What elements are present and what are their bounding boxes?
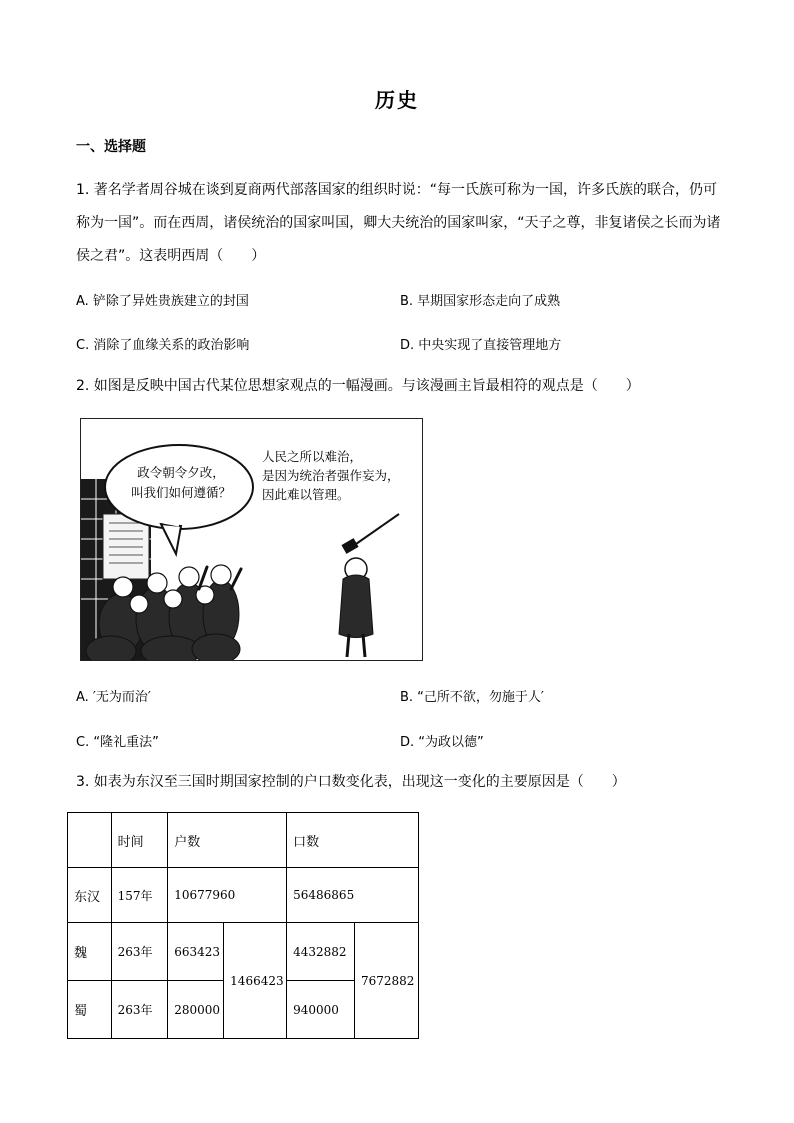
q2-option-a[interactable]: A. ′无为而治′ — [76, 690, 151, 705]
question-1 — [76, 174, 726, 273]
section-heading: 一、选择题 — [76, 139, 146, 155]
table-header-row — [68, 813, 419, 868]
population-total: 7672882 — [355, 923, 419, 1039]
row-year: 157年 — [111, 868, 168, 923]
header-households: 户数 — [168, 813, 287, 868]
question-1-line-2: 称为一国”。而在西周，诸侯统治的国家叫国，卿大夫统治的国家叫家，“天子之尊，非复诸侯之长而为诸 — [76, 215, 721, 231]
bubble-line-1: 政令朝令夕改， — [137, 465, 225, 480]
q1-option-a[interactable]: A. 铲除了异姓贵族建立的封国 — [76, 294, 249, 309]
q2-option-c[interactable]: C. “隆礼重法” — [76, 735, 159, 750]
table-row — [68, 868, 419, 923]
row-name: 蜀 — [68, 981, 112, 1039]
row-households: 280000 — [168, 981, 224, 1039]
table-row — [68, 923, 419, 981]
row-households: 10677960 — [168, 868, 287, 923]
header-time: 时间 — [111, 813, 168, 868]
table-corner-cell — [68, 813, 112, 868]
bubble-line-2: 叫我们如何遵循？ — [130, 485, 231, 500]
q2-option-b[interactable]: B. “己所不欲，勿施于人′ — [400, 690, 544, 705]
thinker-speech-text — [262, 447, 423, 504]
page-title: 历史 — [375, 88, 419, 112]
crowd-speech-text — [121, 463, 241, 503]
speech-line-1: 人民之所以难治， — [262, 449, 363, 464]
thinker-figure — [339, 514, 399, 657]
q1-option-b[interactable]: B. 早期国家形态走向了成熟 — [400, 294, 561, 309]
q1-option-c[interactable]: C. 消除了血缘关系的政治影响 — [76, 338, 250, 353]
question-3: 3. 如表为东汉至三国时期国家控制的户口数变化表，出现这一变化的主要原因是（ ） — [76, 774, 626, 790]
header-population: 口数 — [287, 813, 419, 868]
row-population: 4432882 — [287, 923, 355, 981]
row-name: 魏 — [68, 923, 112, 981]
speech-line-2: 是因为统治者强作妄为， — [262, 468, 400, 483]
row-population: 56486865 — [287, 868, 419, 923]
row-population: 940000 — [287, 981, 355, 1039]
population-table — [67, 812, 419, 1039]
speech-line-3: 因此难以管理。 — [262, 487, 350, 502]
row-year: 263年 — [111, 923, 168, 981]
row-name: 东汉 — [68, 868, 112, 923]
q2-option-d[interactable]: D. “为政以德” — [400, 735, 484, 750]
question-1-line-3: 侯之君”。这表明西周（ ） — [76, 248, 266, 264]
row-households: 663423 — [168, 923, 224, 981]
question-1-line-1: 1. 著名学者周谷城在谈到夏商两代部落国家的组织时说：“每一氏族可称为一国，许多氏族的联合，仍可 — [76, 182, 718, 198]
q1-option-d[interactable]: D. 中央实现了直接管理地方 — [400, 338, 562, 353]
comic-illustration — [80, 418, 423, 661]
households-total: 1466423 — [224, 923, 287, 1039]
row-year: 263年 — [111, 981, 168, 1039]
question-2: 2. 如图是反映中国古代某位思想家观点的一幅漫画。与该漫画主旨最相符的观点是（ ） — [76, 378, 640, 394]
